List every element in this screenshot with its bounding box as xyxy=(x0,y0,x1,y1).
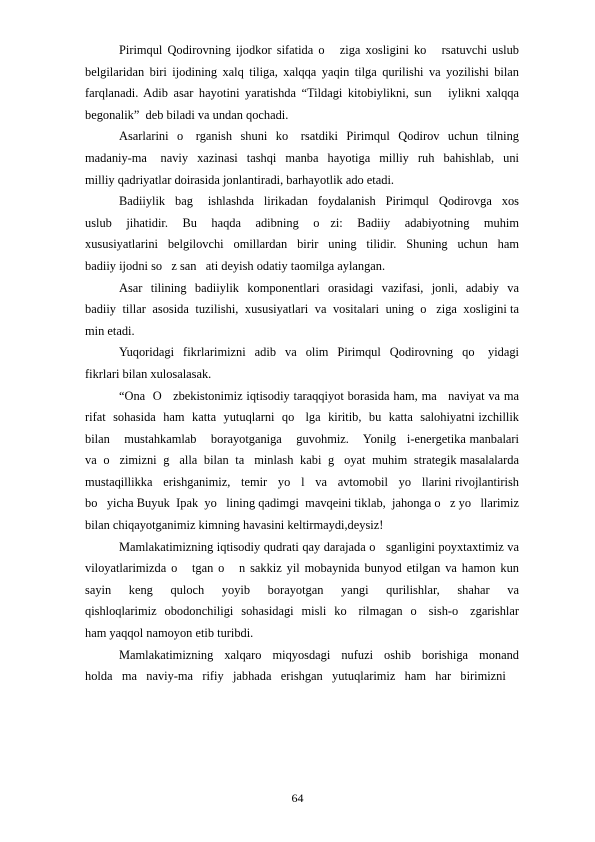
paragraph-4: Asar tilining badiiylik komponentlari orasidagi vazifasi, jonli, adabiy va badiiy tillar asosida tuzilishi, xususiyatlari va vositalari uning o ziga xosligini ta min etadi. xyxy=(85,280,529,338)
paragraph-1: Pirimqul Qodirovning ijodkor sifatida o ziga xosligini ko rsatuvchi uslub belgilaridan biri ijodining xalq tiliga, xalqqa yaqin tilga qurilishi va yozilishi bilan farqlanadi. Adib asar hayotini yaratishda “Tildagi kitobiylikni, sun iylikni xalqqa begonalik” deb biladi va undan qochadi. xyxy=(85,43,523,122)
paragraph-2: Asarlarini o rganish shuni ko rsatdiki Pirimqul Qodirov uchun tilning madaniy-ma naviy xazinasi tashqi manba hayotiga milliy ruh bahishlab, uni milliy qadriyatlar doirasida jonlantiradi, barhayotlik ado etadi. xyxy=(85,129,523,187)
paragraph-7: Mamlakatimizning iqtisodiy qudrati qay darajada o sganligini poyxtaxtimiz va viloyatlarimizda o tgan o n sakkiz yil mobaynida bunyod etilgan va hamon kun sayin keng quloch yoyib borayotgan yangi qurilishlar, shahar va qishloqlarimiz obodonchiligi sohasidagi misli ko rilmagan o sish-o zgarishlar ham yaqqol namoyon etib turibdi. xyxy=(85,539,532,641)
paragraph-3: Badiiylik bag ishlashda lirikadan foydalanish Pirimqul Qodirovga xos uslub jihatidir. Bu haqda adibning o zi: Badiiy adabiyotning muhim xususiyatlarini belgilovchi omillardan birir uning tilidir. Shuning uchun ham badiiy ijodni so z san ati deyish odatiy taomilga aylangan. xyxy=(85,194,523,273)
page-number: 64 xyxy=(291,791,304,805)
paragraph-6: “Ona O zbekistonimiz iqtisodiy taraqqiyot borasida ham, ma naviyat va ma rifat sohasida ham katta yutuqlarni qo lga kiritib, bu katta salohiyatni izchillik bilan mustahkamlab borayotganiga guvohmiz. Yonilg i-energetika manbalari va o zimizni g alla bilan ta minlash kabi g oyat muhim strategik masalalarda mustaqillikka erishganimiz, temir yo l va avtomobil yo llarini rivojlantirish bo yicha Buyuk Ipak yo lining qadimgi mavqeini tiklab, jahonga o z yo llarimiz bilan chiqayotganimiz kimning havasini keltirmaydi,deysiz! xyxy=(85,388,532,533)
paragraph-5: Yuqoridagi fikrlarimizni adib va olim Pirimqul Qodirovning qo yidagi fikrlari bilan xulosalasak. xyxy=(85,345,523,381)
body-text xyxy=(85,40,532,688)
paragraph-8: Mamlakatimizning xalqaro miqyosdagi nufuzi oshib borishiga monand holda ma naviy-ma rifiy jabhada erishgan yutuqlarimiz ham har birimizni xyxy=(85,647,523,684)
